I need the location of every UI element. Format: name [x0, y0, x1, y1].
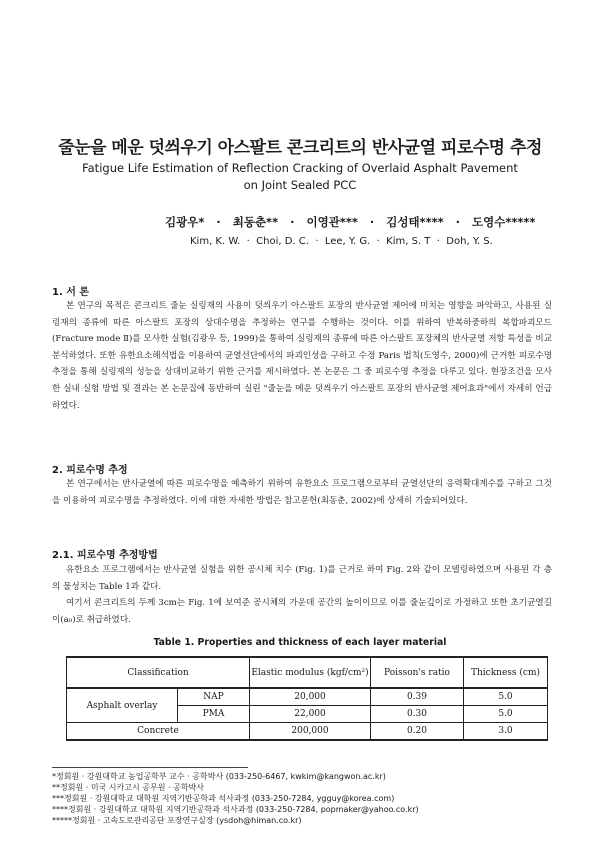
table-caption: Table 1. Properties and thickness of each layer material: [153, 637, 447, 648]
table-cell: 5.0: [464, 688, 548, 706]
section-2-1-paragraph-1: 유한요소 프로그램에서는 반사균열 실험을 위한 공시체 치수 (Fig. 1)를 근거로 하여 Fig. 2와 같이 모델링하였으며 사용된 각 층의 물성치는 Table 1과 같다.: [52, 565, 552, 592]
properties-table: [66, 656, 548, 741]
table-cell: Concrete: [67, 723, 250, 741]
table-cell: 200,000: [250, 723, 371, 741]
section-2-paragraph: 본 연구에서는 반사균열에 따른 피로수명을 예측하기 위하여 유한요소 프로그램으로부터 균열선단의 응력확대계수를 구하고 그것을 이용하여 피로수명을 추정하였다. 이에 대한 자세한 방법은 참고문헌(최동춘, 2002)에 상세히 기술되어있다.: [52, 479, 552, 506]
table-header-cell: Poisson's ratio: [371, 657, 464, 688]
table-cell: 5.0: [464, 706, 548, 723]
table-row: [67, 723, 548, 741]
authors-english: Kim, K. W. · Choi, D. C. · Lee, Y. G. · Kim, S. T · Doh, Y. S.: [190, 236, 493, 247]
paper-title-korean: 줄눈을 메운 덧씌우기 아스팔트 콘크리트의 반사균열 피로수명 추정: [58, 138, 542, 158]
authors-korean: 김광우* · 최동춘** · 이영관*** · 김성태**** · 도영수*****: [165, 215, 536, 229]
table-group-cell: Asphalt overlay: [67, 688, 178, 723]
table-cell: 0.39: [371, 688, 464, 706]
table-cell: 20,000: [250, 688, 371, 706]
table-header-cell: Thickness (cm): [464, 657, 548, 688]
table-cell: NAP: [178, 688, 250, 706]
footnote: **정회원 · 미국 시카고시 공무원 · 공학박사: [52, 783, 204, 792]
section-2-1-heading: 2.1. 피로수명 추정방법: [52, 550, 158, 561]
table-row: [67, 688, 548, 706]
table-cell: PMA: [178, 706, 250, 723]
section-2-body: [52, 476, 552, 509]
table-cell: 3.0: [464, 723, 548, 741]
table-cell: 22,000: [250, 706, 371, 723]
paper-title-english: [0, 160, 600, 194]
footnote: *정회원 · 강원대학교 농업공학부 교수 · 공학박사 (033-250-6467, kwkim@kangwon.ac.kr): [52, 772, 386, 781]
title-en-line2: on Joint Sealed PCC: [243, 178, 357, 192]
section-1-heading: 1. 서 론: [52, 287, 90, 298]
table-header-cell: Elastic modulus (kgf/cm²): [250, 657, 371, 688]
title-en-line1: Fatigue Life Estimation of Reflection Cracking of Overlaid Asphalt Pavement: [82, 161, 518, 175]
footnote: ***정회원 · 강원대학교 대학원 지역기반공학과 석사과정 (033-250-7284, ygguy@korea.com): [52, 794, 395, 803]
table-cell: 0.20: [371, 723, 464, 741]
footnote: ****정회원 · 강원대학교 대학원 지역기반공학과 석사과정 (033-250-7284, popmaker@yahoo.co.kr): [52, 805, 419, 814]
section-1-body: [52, 298, 552, 414]
table-header-row: [67, 657, 548, 688]
section-1-paragraph: 본 연구의 목적은 콘크리트 줄눈 실링재의 사용이 덧씌우기 아스팔트 포장의 반사균열 제어에 미치는 영향을 파악하고, 사용된 실링재의 종류에 따른 아스팔트 포장의 상대수명을 추정하는 연구를 수행하는 것이다. 이를 위하여 반복하중하의 복합파괴모드(Fracture mode Ⅱ)를 모사한 실험(김광우 등, 1999)을 통하여 실링재의 종류에 따른 아스팔트 포장체의 반사균열 저항 특성을 비교분석하였다. 또한 유한요소해석법을 이용하여 균열선단에서의 파괴인성을 구하고 수정 Paris 법칙(도영수, 2000)에 근거한 피로수명 추정을 통해 실링재의 성능을 상대비교하기 위한 근거를 제시하였다. 본 논문은 그 중 피로수명 추정을 다루고 있다. 현장조건을 모사한 실내 실험 방법 및 결과는 본 논문집에 동반하여 실린 "줄눈을 메운 덧씌우기 아스팔트 포장의 반사균열 제어효과"에서 자세히 언급하였다.: [52, 301, 552, 411]
table-header-cell: Classification: [67, 657, 250, 688]
section-2-1-paragraph-2: 여기서 콘크리트의 두께 3cm는 Fig. 1에 보여준 공시체의 가운데 공간의 높이이므로 이를 줄눈깊이로 가정하고 또한 초기균열길이(a₀)로 취급하였다.: [52, 598, 552, 625]
table-cell: 0.30: [371, 706, 464, 723]
footnote-divider: [52, 767, 248, 768]
footnote: *****정회원 · 고속도로관리공단 포장연구실장 (ysdoh@himan.co.kr): [52, 816, 302, 825]
section-2-1-body: [52, 562, 552, 628]
section-2-heading: 2. 피로수명 추정: [52, 465, 128, 476]
